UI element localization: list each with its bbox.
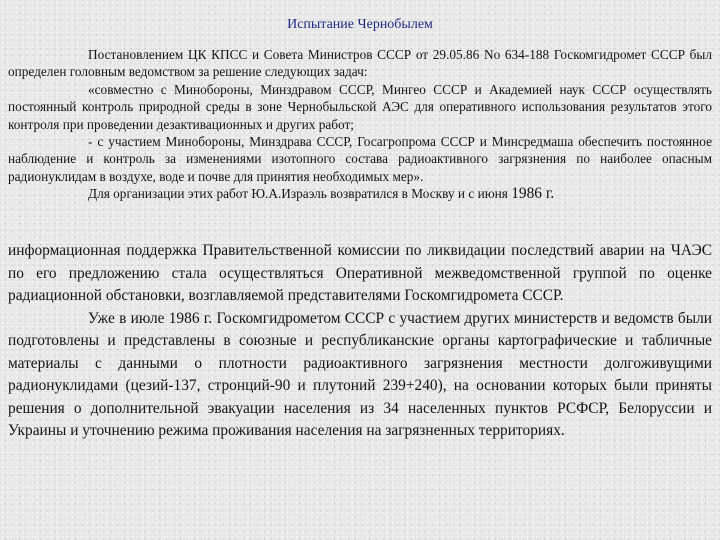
resolution-text-block — [8, 46, 712, 203]
organization-paragraph — [8, 185, 712, 202]
organization-year: 1986 г. — [511, 185, 555, 203]
july-paragraph: Уже в июле 1986 г. Госкомгидрометом СССР с участием других министерств и ведомств были подготовлены и представлены в союзные и республиканские органы картографические и табличные материалы с данными о плотности радиоактивного загрязнения местности долгоживущими радионуклидами (цезий-137, стронций-90 и плутоний 239+240), на основании которых были приняты решения о дополнительной эвакуации населения из 34 населенных пунктов РСФСР, Белоруссии и Украины и уточнению режима проживания населения на загрязненных территориях. — [8, 309, 712, 439]
resolution-paragraph: Постановлением ЦК КПСС и Совета Министров СССР от 29.05.86 No 634-188 Госкомгидромет СССР был определен головным ведомством за решение следующих задач: — [8, 47, 712, 80]
main-text-block — [8, 240, 712, 443]
slide-title: Испытание Чернобылем — [287, 17, 433, 32]
task-one-paragraph: «совместно с Минобороны, Минздравом СССР, Мингео СССР и Академией наук СССР осуществлять постоянный контроль природной среды в зоне Чернобыльской АЭС для оперативного использования результатов этого контроля при проведении дезактивационных и других работ; — [8, 81, 712, 132]
task-two-paragraph: - с участием Минобороны, Минздрава СССР, Госагропрома СССР и Минсредмаша обеспечить постоянное наблюдение и контроль за изменениями изотопного состава радиоактивного загрязнения по наиболее опасным радионуклидам в воздухе, воде и почве для принятия необходимых мер». — [8, 134, 712, 184]
support-paragraph: информационная поддержка Правительственной комиссии по ликвидации последствий аварии на ЧАЭС по его предложению стала осуществляться Оперативной межведомственной группой по оценке радиационной обстановки, возглавляемой представителями Госкомгидромета СССР. — [8, 242, 712, 304]
organization-text: Для организации этих работ Ю.А.Израэль возвратился в Москву и с июня — [88, 186, 512, 202]
